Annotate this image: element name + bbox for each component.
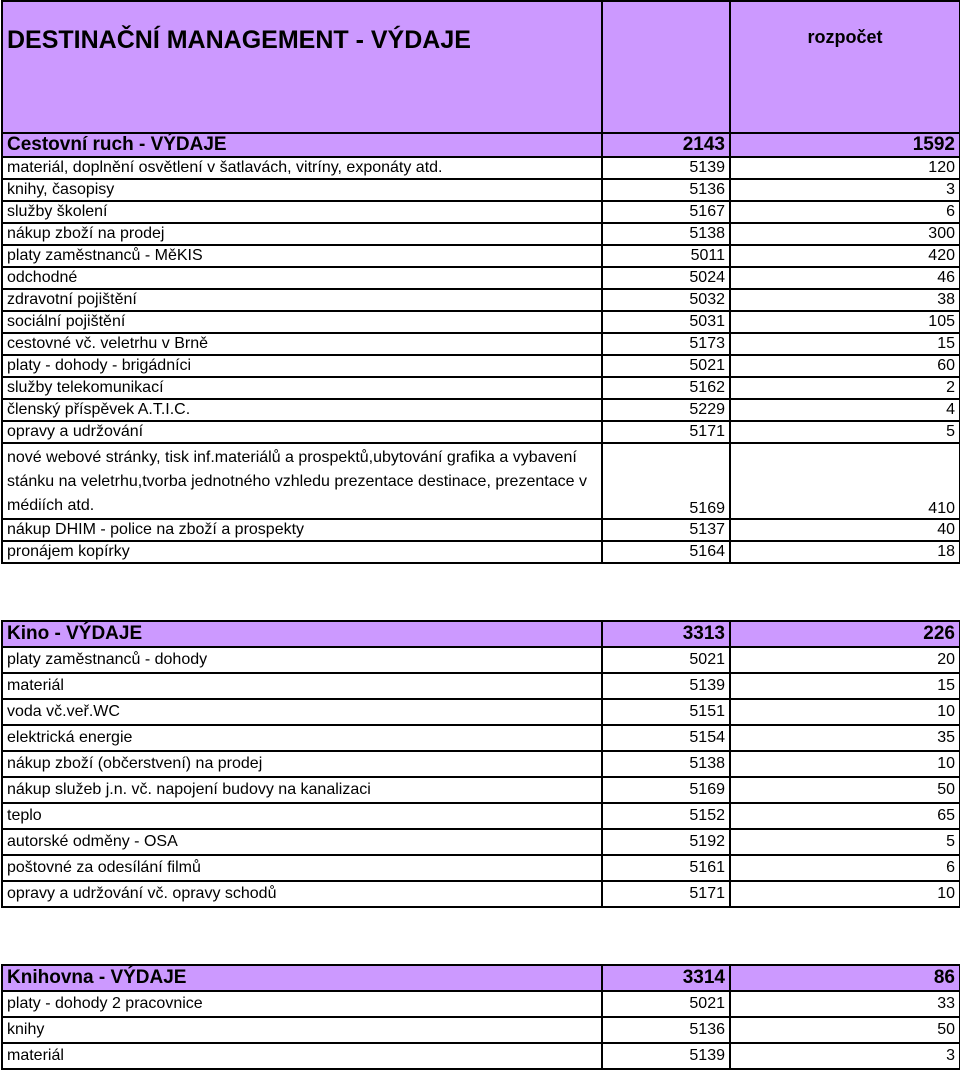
table-row — [2, 1043, 960, 1069]
row-item-code: 5021 — [602, 647, 730, 673]
table-row — [2, 377, 960, 399]
row-item-code: 5171 — [602, 881, 730, 907]
section-code: 3313 — [602, 621, 730, 647]
row-label: sociální pojištění — [2, 311, 602, 333]
row-item-code: 5173 — [602, 333, 730, 355]
section-total: 226 — [730, 621, 960, 647]
table-row — [2, 267, 960, 289]
section-name: Kino - VÝDAJE — [2, 621, 602, 647]
section-gap — [0, 564, 960, 620]
row-item-code: 5162 — [602, 377, 730, 399]
table-row — [2, 421, 960, 443]
row-label: knihy — [2, 1017, 602, 1043]
row-label: opravy a udržování vč. opravy schodů — [2, 881, 602, 907]
row-label: materiál, doplnění osvětlení v šatlavách, vitríny, exponáty atd. — [2, 157, 602, 179]
row-amount: 35 — [730, 725, 960, 751]
row-amount: 50 — [730, 1017, 960, 1043]
table-row — [2, 333, 960, 355]
table-row — [2, 699, 960, 725]
row-item-code: 5161 — [602, 855, 730, 881]
row-item-code: 5151 — [602, 699, 730, 725]
row-item-code: 5021 — [602, 355, 730, 377]
row-item-code: 5138 — [602, 223, 730, 245]
row-item-code: 5031 — [602, 311, 730, 333]
header-blank-row — [2, 72, 960, 132]
table-row — [2, 647, 960, 673]
row-label: voda vč.veř.WC — [2, 699, 602, 725]
page-title: DESTINAČNÍ MANAGEMENT - VÝDAJE — [2, 1, 602, 72]
row-label: služby telekomunikací — [2, 377, 602, 399]
row-amount: 15 — [730, 673, 960, 699]
row-item-code: 5171 — [602, 421, 730, 443]
row-item-code: 5192 — [602, 829, 730, 855]
row-label: platy zaměstnanců - dohody — [2, 647, 602, 673]
row-item-code: 5154 — [602, 725, 730, 751]
row-item-code: 5169 — [602, 443, 730, 519]
row-amount: 33 — [730, 991, 960, 1017]
row-label: elektrická energie — [2, 725, 602, 751]
table-row — [2, 179, 960, 201]
row-item-code: 5229 — [602, 399, 730, 421]
row-item-code: 5137 — [602, 519, 730, 541]
row-amount: 10 — [730, 751, 960, 777]
table-row — [2, 223, 960, 245]
table-row — [2, 881, 960, 907]
row-label: platy zaměstnanců - MěKIS — [2, 245, 602, 267]
row-amount: 15 — [730, 333, 960, 355]
row-item-code: 5011 — [602, 245, 730, 267]
row-item-code: 5032 — [602, 289, 730, 311]
section-gap — [0, 908, 960, 964]
row-label: autorské odměny - OSA — [2, 829, 602, 855]
row-amount: 6 — [730, 855, 960, 881]
row-label: nové webové stránky, tisk inf.materiálů a prospektů,ubytování grafika a vybavení stánku na veletrhu,tvorba jednotného vzhledu prezentace destinace, prezentace v médiích atd. — [2, 443, 602, 519]
row-label: materiál — [2, 673, 602, 699]
section-code: 2143 — [602, 133, 730, 157]
header-spacer — [602, 1, 730, 72]
row-amount: 410 — [730, 443, 960, 519]
row-amount: 120 — [730, 157, 960, 179]
row-amount: 420 — [730, 245, 960, 267]
row-label: platy - dohody - brigádníci — [2, 355, 602, 377]
table-row — [2, 355, 960, 377]
row-item-code: 5164 — [602, 541, 730, 563]
section-table — [1, 620, 960, 908]
row-amount: 4 — [730, 399, 960, 421]
row-amount: 18 — [730, 541, 960, 563]
row-item-code: 5139 — [602, 1043, 730, 1069]
row-amount: 5 — [730, 421, 960, 443]
budget-table-top — [1, 0, 960, 132]
row-label: pronájem kopírky — [2, 541, 602, 563]
table-row — [2, 751, 960, 777]
section-header-row — [2, 621, 960, 647]
row-label: platy - dohody 2 pracovnice — [2, 991, 602, 1017]
row-item-code: 5152 — [602, 803, 730, 829]
row-label: zdravotní pojištění — [2, 289, 602, 311]
row-item-code: 5139 — [602, 157, 730, 179]
row-amount: 20 — [730, 647, 960, 673]
row-item-code: 5136 — [602, 1017, 730, 1043]
table-row — [2, 541, 960, 563]
section-header-row — [2, 133, 960, 157]
row-label: poštovné za odesílání filmů — [2, 855, 602, 881]
row-label: služby školení — [2, 201, 602, 223]
row-label: nákup zboží na prodej — [2, 223, 602, 245]
row-label: nákup zboží (občerstvení) na prodej — [2, 751, 602, 777]
table-row — [2, 519, 960, 541]
row-label: cestovné vč. veletrhu v Brně — [2, 333, 602, 355]
row-amount: 2 — [730, 377, 960, 399]
table-row — [2, 803, 960, 829]
row-amount: 105 — [730, 311, 960, 333]
section-total: 86 — [730, 965, 960, 991]
section-code: 3314 — [602, 965, 730, 991]
row-label: materiál — [2, 1043, 602, 1069]
row-label: členský příspěvek A.T.I.C. — [2, 399, 602, 421]
table-row — [2, 777, 960, 803]
row-amount: 46 — [730, 267, 960, 289]
table-row — [2, 1017, 960, 1043]
row-amount: 40 — [730, 519, 960, 541]
sections-container — [0, 132, 960, 1070]
row-label: opravy a udržování — [2, 421, 602, 443]
section-name: Cestovní ruch - VÝDAJE — [2, 133, 602, 157]
table-row — [2, 157, 960, 179]
section-name: Knihovna - VÝDAJE — [2, 965, 602, 991]
row-item-code: 5138 — [602, 751, 730, 777]
row-amount: 38 — [730, 289, 960, 311]
table-row — [2, 289, 960, 311]
table-row — [2, 673, 960, 699]
table-row — [2, 311, 960, 333]
table-row — [2, 399, 960, 421]
section-table — [1, 132, 960, 564]
table-row — [2, 829, 960, 855]
table-row — [2, 855, 960, 881]
row-amount: 60 — [730, 355, 960, 377]
row-amount: 10 — [730, 699, 960, 725]
row-item-code: 5024 — [602, 267, 730, 289]
row-amount: 3 — [730, 179, 960, 201]
table-row — [2, 991, 960, 1017]
table-row — [2, 245, 960, 267]
row-item-code: 5139 — [602, 673, 730, 699]
row-amount: 3 — [730, 1043, 960, 1069]
row-label: nákup služeb j.n. vč. napojení budovy na kanalizaci — [2, 777, 602, 803]
section-total: 1592 — [730, 133, 960, 157]
row-amount: 6 — [730, 201, 960, 223]
row-label: knihy, časopisy — [2, 179, 602, 201]
row-label: teplo — [2, 803, 602, 829]
budget-label: rozpočet — [730, 1, 960, 72]
header-row — [2, 1, 960, 72]
row-amount: 5 — [730, 829, 960, 855]
row-amount: 300 — [730, 223, 960, 245]
row-item-code: 5136 — [602, 179, 730, 201]
row-label: nákup DHIM - police na zboží a prospekty — [2, 519, 602, 541]
section-table — [1, 964, 960, 1070]
section-header-row — [2, 965, 960, 991]
row-item-code: 5169 — [602, 777, 730, 803]
row-amount: 50 — [730, 777, 960, 803]
row-item-code: 5167 — [602, 201, 730, 223]
row-amount: 65 — [730, 803, 960, 829]
row-label: odchodné — [2, 267, 602, 289]
table-row — [2, 201, 960, 223]
row-item-code: 5021 — [602, 991, 730, 1017]
table-row — [2, 443, 960, 519]
table-row — [2, 725, 960, 751]
row-amount: 10 — [730, 881, 960, 907]
